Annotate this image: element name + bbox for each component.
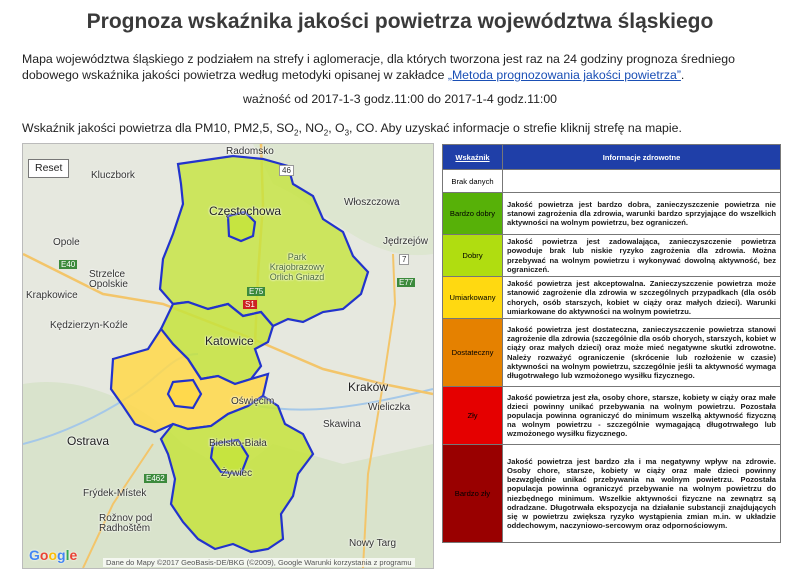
label-zywiec: Żywiec — [221, 468, 253, 479]
label-roznov: Rožnov pod Radhoštěm — [99, 513, 153, 534]
legend-row — [443, 235, 781, 277]
label-radomsko: Radomsko — [226, 146, 274, 157]
label-oswiecim: Oświęcim — [231, 396, 275, 407]
legend-info-cell: Jakość powietrza jest zadowalająca, zanieczyszczenie powietrza powoduje brak lub niskie ryzyko zagrożenia dla zdrowia. Można przebywać na wolnym powietrzu i wykonywać dowolną aktywność, bez ograniczeń. — [503, 235, 781, 277]
label-katowice: Katowice — [205, 334, 254, 348]
label-wieliczka: Wieliczka — [368, 402, 411, 413]
map-attribution[interactable]: Dane do Mapy ©2017 GeoBasis-DE/BKG (©2009), Google Warunki korzystania z programu — [103, 558, 415, 567]
label-ostrava: Ostrava — [67, 434, 110, 448]
legend-row — [443, 170, 781, 193]
legend-info-cell: Jakość powietrza jest akceptowalna. Zanieczyszczenie powietrza może stanowić zagrożenie dla zdrowia w szczególnych przypadkach (dla osób chorych, osób starszych, kobiet w ciąży oraz małych dzieci). Warunki umiarkowane do aktywności na wolnym powietrzu. — [503, 277, 781, 319]
legend-category-cell: Dostateczny — [443, 319, 503, 387]
legend-category-cell: Bardzo dobry — [443, 193, 503, 235]
legend-row — [443, 319, 781, 387]
reset-button[interactable]: Reset — [28, 159, 69, 178]
legend-header-row — [443, 145, 781, 170]
legend-category-cell: Umiarkowany — [443, 277, 503, 319]
validity-period: ważność od 2017-1-3 godz.11:00 do 2017-1-4 godz.11:00 — [242, 92, 558, 106]
legend-category-cell: Brak danych — [443, 170, 503, 193]
road-sign-46: 46 — [279, 165, 294, 176]
label-krapkowice: Krapkowice — [26, 290, 78, 301]
road-sign-e462: E462 — [146, 474, 165, 483]
label-skawina: Skawina — [323, 419, 361, 430]
so2-subscript: 2 — [294, 128, 299, 138]
intro-text: Mapa województwa śląskiego z podziałem na strefy i aglomeracje, dla których tworzona jest raz na 24 godziny prognoza średniego dobowego wskaźnika jakości powietrza według metodyki opisanej w zakładce — [22, 52, 735, 82]
header-health-info: Informacje zdrowotne — [503, 145, 781, 170]
indicator-header-link[interactable]: Wskaźnik — [455, 152, 490, 162]
road-sign-e77: E77 — [399, 278, 414, 287]
label-bielsko-biala: Bielsko-Biała — [209, 438, 267, 449]
intro-paragraph — [22, 51, 782, 83]
label-park-orlich-gniazd: Park Krajobrazowy Orlich Gniazd — [269, 252, 325, 282]
header-indicator — [443, 145, 503, 170]
label-jedrzejow: Jędrzejów — [383, 236, 429, 247]
label-wloszczowa: Włoszczowa — [344, 197, 400, 208]
label-kluczbork: Kluczbork — [91, 170, 135, 181]
legend-info-cell — [503, 170, 781, 193]
label-kedzierzyn-kozle: Kędzierzyn-Koźle — [50, 320, 128, 331]
legend-row — [443, 277, 781, 319]
legend-category-cell: Dobry — [443, 235, 503, 277]
legend-info-cell: Jakość powietrza jest zła, osoby chore, starsze, kobiety w ciąży oraz małe dzieci powinny unikać przebywania na wolnym powietrzu. Pozostała populacja powinna ograniczyć do minimum wszelką aktywność fizyczną na wolnym powietrzu - szczególnie wymagającą długotrwałego lub wzmożonego wysiłku fizycznego. — [503, 387, 781, 445]
indicators-suffix: , CO. Aby uzyskać informacje o strefie kliknij strefę na mapie. — [349, 121, 682, 135]
indicators-text — [22, 121, 792, 137]
legend-category-cell: Zły — [443, 387, 503, 445]
label-krakow: Kraków — [348, 380, 389, 394]
legend-row — [443, 193, 781, 235]
road-sign-e40: E40 — [61, 260, 76, 269]
legend-info-cell: Jakość powietrza jest dostateczna, zanieczyszczenie powietrza stanowi zagrożenie dla zdrowia (szczególnie dla osób chorych, starszych, kobiet w ciąży oraz małych dzieci) oraz może mieć negatywne skutki zdrowotne. Należy rozważyć ograniczenie (skrócenie lub rozłożenie w czasie) aktywności na wolnym powietrzu, szczególnie jeśli ta aktywność wymaga długotrwałego lub wzmożonego wysiłku fizycznego. — [503, 319, 781, 387]
indicators-prefix: Wskaźnik jakości powietrza dla PM10, PM2,5, SO — [22, 121, 294, 135]
o3-subscript: 3 — [344, 128, 350, 138]
label-strzelce-opolskie: Strzelce Opolskie — [89, 269, 128, 290]
legend-info-cell: Jakość powietrza jest bardzo zła i ma negatywny wpływ na zdrowie. Osoby chore, starsze, kobiety w ciąży oraz małe dzieci powinny bezwzględnie unikać przebywania na wolnym powietrzu. Pozostała populacja powinna ograniczyć przebywanie na wolnym powietrzu do niezbędnego minimum. Wszelkie aktywności fizyczne na zewnątrz są odradzane. Długotrwała ekspozycja na działanie substancji znajdujących się w powietrzu zwiększa ryzyko wystąpienia zmian m.in. w układzie oddechowym, naczyniowo-sercowym oraz odpornościowym. — [503, 445, 781, 543]
air-quality-legend-table — [442, 144, 781, 543]
label-opole: Opole — [53, 237, 80, 248]
road-sign-e75: E75 — [249, 287, 264, 296]
legend-category-cell: Bardzo zły — [443, 445, 503, 543]
indicators-sep1: , NO — [298, 121, 324, 135]
label-nowy-targ: Nowy Targ — [349, 538, 397, 549]
air-quality-map[interactable] — [22, 143, 434, 569]
intro-suffix: . — [680, 68, 685, 82]
zone-rybnik-city[interactable] — [168, 380, 201, 408]
legend-row — [443, 445, 781, 543]
no2-subscript: 2 — [323, 128, 329, 138]
legend-row — [443, 387, 781, 445]
label-frydek-mistek: Frýdek-Místek — [83, 488, 147, 499]
methodology-link[interactable]: „Metoda prognozowania jakości powietrza” — [447, 68, 681, 82]
road-sign-7: 7 — [399, 254, 409, 265]
google-logo: Google — [29, 547, 78, 563]
page-title: Prognoza wskaźnika jakości powietrza województwa śląskiego — [86, 10, 714, 33]
indicators-sep2: , O — [328, 121, 345, 135]
legend-info-cell: Jakość powietrza jest bardzo dobra, zanieczyszczenie powietrza nie stanowi zagrożenia dla zdrowia, warunki bardzo sprzyjające do wszelkich aktywności na wolnym powietrzu, bez ograniczeń. — [503, 193, 781, 235]
road-sign-s1: S1 — [245, 300, 255, 309]
label-czestochowa: Częstochowa — [209, 204, 282, 218]
